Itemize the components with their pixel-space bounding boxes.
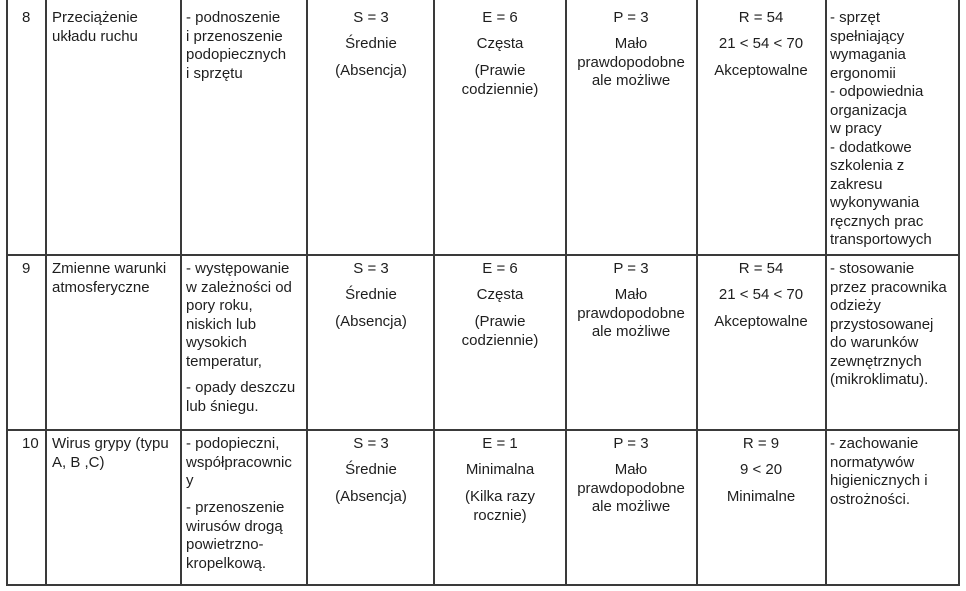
table-column-divider — [180, 0, 182, 586]
table-border-bottom — [6, 584, 960, 586]
hazard-name: Wirus grypy (typu A, B ,C) — [52, 435, 169, 471]
table-column-divider — [306, 0, 308, 586]
hazard-sources: - podopieczni, współpracownic y — [186, 435, 292, 489]
row-number: 9 — [22, 260, 31, 277]
severity-note: (Absencja) — [335, 488, 407, 505]
probability-value: P = 3 — [613, 260, 649, 277]
exposure-value: E = 6 — [482, 9, 518, 26]
probability-value: P = 3 — [613, 435, 649, 452]
severity-note: (Absencja) — [335, 62, 407, 79]
preventive-measures: - zachowanie normatywów higienicznych i ostrożności. — [830, 435, 928, 508]
hazard-sources: - opady deszczu lub śniegu. — [186, 379, 296, 415]
risk-range: 21 < 54 < 70 — [718, 35, 804, 52]
table-border-left — [6, 0, 8, 586]
table-column-divider — [433, 0, 435, 586]
risk-value: R = 54 — [738, 9, 784, 26]
probability-level: Mało prawdopodobne ale możliwe — [577, 461, 685, 515]
hazard-sources: - występowanie w zależności od pory roku, niskich lub wysokich temperatur, — [186, 260, 292, 370]
row-number: 10 — [22, 435, 39, 452]
probability-value: P = 3 — [613, 9, 649, 26]
risk-value: R = 54 — [738, 260, 784, 277]
hazard-sources: - podnoszenie i przenoszenie podopiecznych i sprzętu — [186, 9, 287, 82]
risk-value: R = 9 — [742, 435, 780, 452]
exposure-value: E = 1 — [482, 435, 518, 452]
risk-range: 9 < 20 — [739, 461, 783, 478]
hazard-name: Przeciążenie układu ruchu — [52, 9, 138, 45]
hazard-sources: - przenoszenie wirusów drogą powietrzno- kropelkową. — [186, 499, 285, 572]
table-column-divider — [825, 0, 827, 586]
probability-level: Mało prawdopodobne ale możliwe — [577, 286, 685, 340]
preventive-measures: - stosowanie przez pracownika odzieży przystosowanej do warunków zewnętrznych (mikroklimatu). — [830, 260, 947, 388]
severity-note: (Absencja) — [335, 313, 407, 330]
exposure-level: Częsta — [476, 286, 524, 303]
risk-range: 21 < 54 < 70 — [718, 286, 804, 303]
exposure-level: Częsta — [476, 35, 524, 52]
row-divider — [6, 429, 960, 431]
hazard-name: Zmienne warunki atmosferyczne — [52, 260, 167, 296]
risk-level: Minimalne — [726, 488, 796, 505]
preventive-measures: - sprzęt spełniający wymagania ergonomii - odpowiednia organizacja w pracy - dodatkowe szkolenia z zakresu wykonywania ręcznych prac transportowych — [830, 9, 932, 248]
probability-level: Mało prawdopodobne ale możliwe — [577, 35, 685, 89]
exposure-note: (Prawie codziennie) — [461, 313, 539, 349]
exposure-note: (Prawie codziennie) — [461, 62, 539, 98]
severity-level: Średnie — [345, 35, 397, 52]
exposure-value: E = 6 — [482, 260, 518, 277]
severity-value: S = 3 — [353, 9, 389, 26]
row-number: 8 — [22, 9, 31, 26]
severity-value: S = 3 — [353, 260, 389, 277]
row-divider — [6, 254, 960, 256]
severity-level: Średnie — [345, 461, 397, 478]
severity-value: S = 3 — [353, 435, 389, 452]
table-column-divider — [45, 0, 47, 586]
severity-level: Średnie — [345, 286, 397, 303]
exposure-level: Minimalna — [465, 461, 535, 478]
exposure-note: (Kilka razy rocznie) — [464, 488, 535, 524]
table-border-right — [958, 0, 960, 586]
risk-level: Akceptowalne — [714, 62, 808, 79]
risk-level: Akceptowalne — [714, 313, 808, 330]
